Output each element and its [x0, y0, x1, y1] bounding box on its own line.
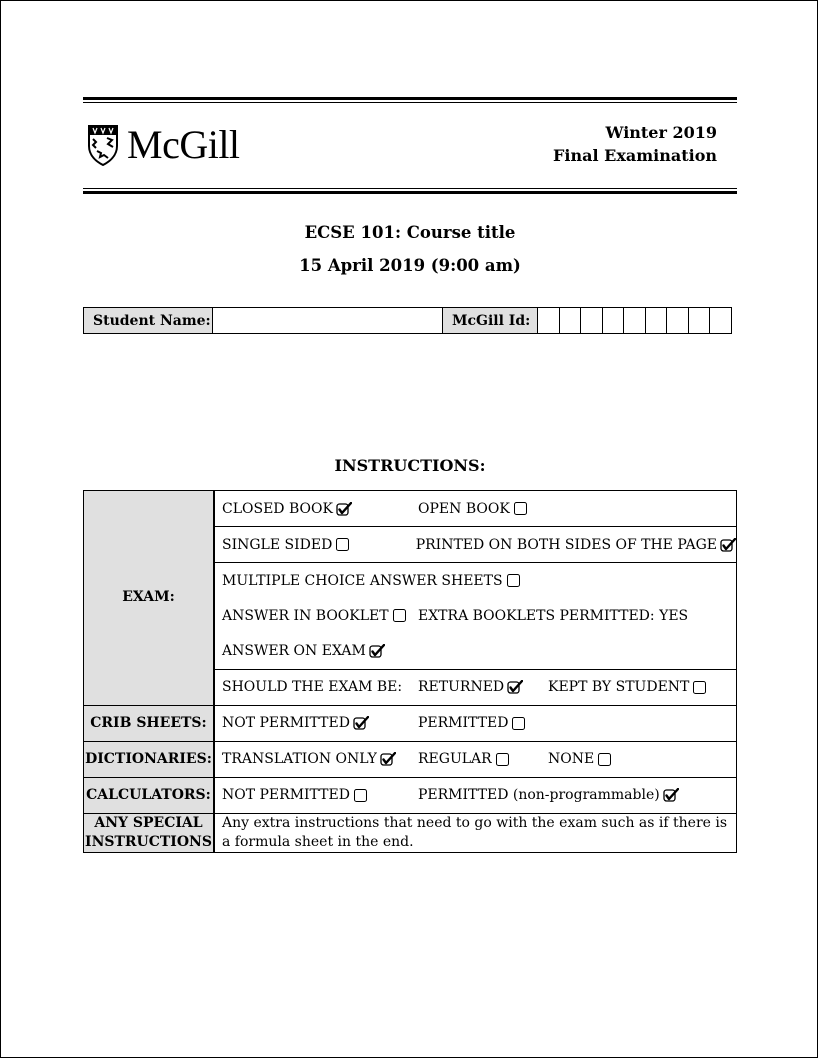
answer-booklet-checkbox[interactable] [393, 609, 406, 622]
open-book-label: OPEN BOOK [418, 500, 510, 517]
returned-checkbox[interactable] [507, 680, 523, 694]
student-name-label: Student Name: [84, 308, 213, 334]
special-instructions-label [84, 813, 215, 852]
single-sided-checkbox[interactable] [336, 538, 349, 551]
single-sided-label: SINGLE SIDED [222, 536, 333, 553]
answer-on-exam-label: ANSWER ON EXAM [222, 643, 366, 659]
mcgill-id-digit-box[interactable] [710, 308, 732, 334]
mcgill-id-digit-box[interactable] [559, 308, 581, 334]
student-info-table [83, 307, 732, 334]
instructions-title: INSTRUCTIONS: [334, 456, 486, 475]
exam-type: Final Examination [553, 146, 717, 165]
exam-date: 15 April 2019 (9:00 am) [299, 256, 521, 275]
dictionaries-label: DICTIONARIES: [84, 741, 215, 777]
both-sides-checkbox[interactable] [720, 538, 736, 552]
shield-icon [87, 124, 119, 166]
crib-not-permitted-checkbox[interactable] [353, 716, 369, 730]
mcgill-id-digit-box[interactable] [645, 308, 667, 334]
calc-not-permitted-checkbox[interactable] [354, 789, 367, 802]
dict-translation-checkbox[interactable] [380, 752, 396, 766]
calculators-label: CALCULATORS: [84, 777, 215, 813]
mcgill-id-digit-box[interactable] [624, 308, 646, 334]
calc-permitted-label: PERMITTED (non-programmable) [418, 787, 660, 803]
crib-sheets-label: CRIB SHEETS: [84, 705, 215, 741]
extra-booklets-text: EXTRA BOOKLETS PERMITTED: YES [418, 607, 689, 624]
calc-not-permitted-label: NOT PERMITTED [222, 787, 350, 803]
header-bottom-rule-thick [83, 191, 737, 194]
special-label-line1: ANY SPECIAL [94, 814, 203, 831]
mcgill-id-label: McGill Id: [443, 308, 538, 334]
mcgill-id-digit-box[interactable] [688, 308, 710, 334]
answer-on-exam-checkbox[interactable] [369, 644, 385, 658]
student-name-field[interactable] [213, 308, 443, 334]
dict-none-checkbox[interactable] [598, 753, 611, 766]
dict-none-label: NONE [548, 751, 595, 767]
crib-permitted-checkbox[interactable] [512, 717, 525, 730]
calc-permitted-checkbox[interactable] [663, 788, 679, 802]
mcgill-id-digit-box[interactable] [538, 308, 560, 334]
special-label-line2: INSTRUCTIONS [85, 833, 212, 850]
exam-term: Winter 2019 [605, 123, 717, 142]
instructions-table [83, 490, 737, 853]
special-instructions-text: Any extra instructions that need to go with the exam such as if there is a formula sheet in the end. [214, 813, 737, 852]
mcgill-id-digit-box[interactable] [602, 308, 624, 334]
dict-translation-label: TRANSLATION ONLY [222, 751, 377, 767]
mcgill-logo [87, 123, 240, 167]
header-top-rule-thick [83, 97, 737, 100]
kept-by-student-label: KEPT BY STUDENT [548, 679, 690, 695]
mc-sheets-label: MULTIPLE CHOICE ANSWER SHEETS [222, 572, 503, 589]
kept-by-student-checkbox[interactable] [693, 681, 706, 694]
answer-booklet-label: ANSWER IN BOOKLET [222, 607, 389, 624]
course-title: ECSE 101: Course title [304, 223, 516, 242]
mcgill-id-digit-box[interactable] [667, 308, 689, 334]
mc-sheets-checkbox[interactable] [507, 574, 520, 587]
crib-permitted-label: PERMITTED [418, 715, 509, 731]
mcgill-id-digit-box[interactable] [581, 308, 603, 334]
both-sides-label: PRINTED ON BOTH SIDES OF THE PAGE [415, 536, 717, 553]
header-bottom-rule-thin [83, 188, 737, 189]
exam-term-block [553, 121, 717, 167]
returned-label: RETURNED [418, 679, 505, 695]
header-top-rule-thin [83, 102, 737, 103]
dict-regular-label: REGULAR [418, 751, 492, 767]
exam-label: EXAM: [84, 491, 215, 706]
closed-book-checkbox[interactable] [336, 502, 352, 516]
logo-wordmark: McGill [127, 122, 240, 167]
should-exam-be-label: SHOULD THE EXAM BE: [222, 679, 403, 695]
open-book-checkbox[interactable] [514, 502, 527, 515]
dict-regular-checkbox[interactable] [496, 753, 509, 766]
crib-not-permitted-label: NOT PERMITTED [222, 715, 350, 731]
closed-book-label: CLOSED BOOK [222, 500, 333, 517]
